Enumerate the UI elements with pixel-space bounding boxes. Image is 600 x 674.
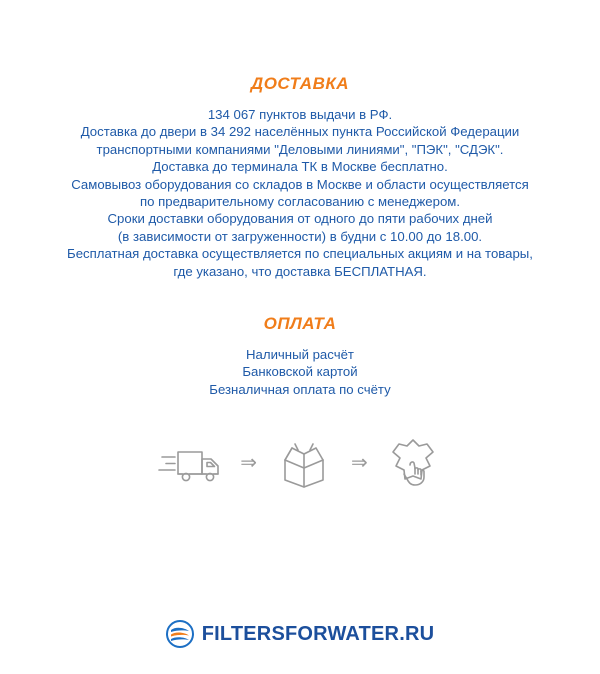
delivery-line: Доставка до терминала ТК в Москве бесплатно. <box>152 159 448 175</box>
open-box-icon <box>273 438 335 490</box>
site-logo[interactable] <box>0 620 600 648</box>
water-swirl-logo-icon <box>166 620 194 648</box>
arrow-right-icon-2: ⇒ <box>351 452 368 475</box>
delivery-line: транспортными компаниями "Деловыми линиями", "ПЭК", "СДЭК". <box>96 141 504 157</box>
delivery-line: где указано, что доставка БЕСПЛАТНАЯ. <box>173 263 427 279</box>
delivery-line: Бесплатная доставка осуществляется по специальных акциям и на товары, <box>67 246 533 262</box>
logo-brand-tld: .RU <box>399 622 435 645</box>
process-icons-row <box>0 438 600 490</box>
delivery-line: Доставка до двери в 34 292 населённых пункта Российской Федерации <box>80 124 520 140</box>
rating-hand-icon <box>384 438 442 490</box>
payment-method-item: Наличный расчёт <box>246 347 354 363</box>
delivery-line: по предварительному согласованию с менеджером. <box>139 194 461 210</box>
logo-brand-text <box>202 623 434 646</box>
payment-methods-list <box>0 346 600 398</box>
delivery-line: Самовывоз оборудования со складов в Москве и области осуществляется <box>71 176 529 192</box>
delivery-payment-page <box>0 74 600 674</box>
arrow-right-icon-1: ⇒ <box>240 452 257 475</box>
delivery-line: (в зависимости от загруженности) в будни с 10.00 до 18.00. <box>117 228 483 244</box>
delivery-line: 134 067 пунктов выдачи в РФ. <box>207 107 393 122</box>
payment-section-title: ОПЛАТА <box>263 314 337 334</box>
logo-brand-name: FILTERSFORWATER <box>201 622 400 645</box>
delivery-section-title: ДОСТАВКА <box>250 74 350 93</box>
payment-method-item: Банковской картой <box>242 364 358 380</box>
payment-method-item: Безналичная оплата по счёту <box>209 381 391 397</box>
delivery-truck-icon <box>158 440 224 488</box>
delivery-body-text <box>0 106 600 280</box>
delivery-line: Сроки доставки оборудования от одного до пяти рабочих дней <box>107 211 493 227</box>
